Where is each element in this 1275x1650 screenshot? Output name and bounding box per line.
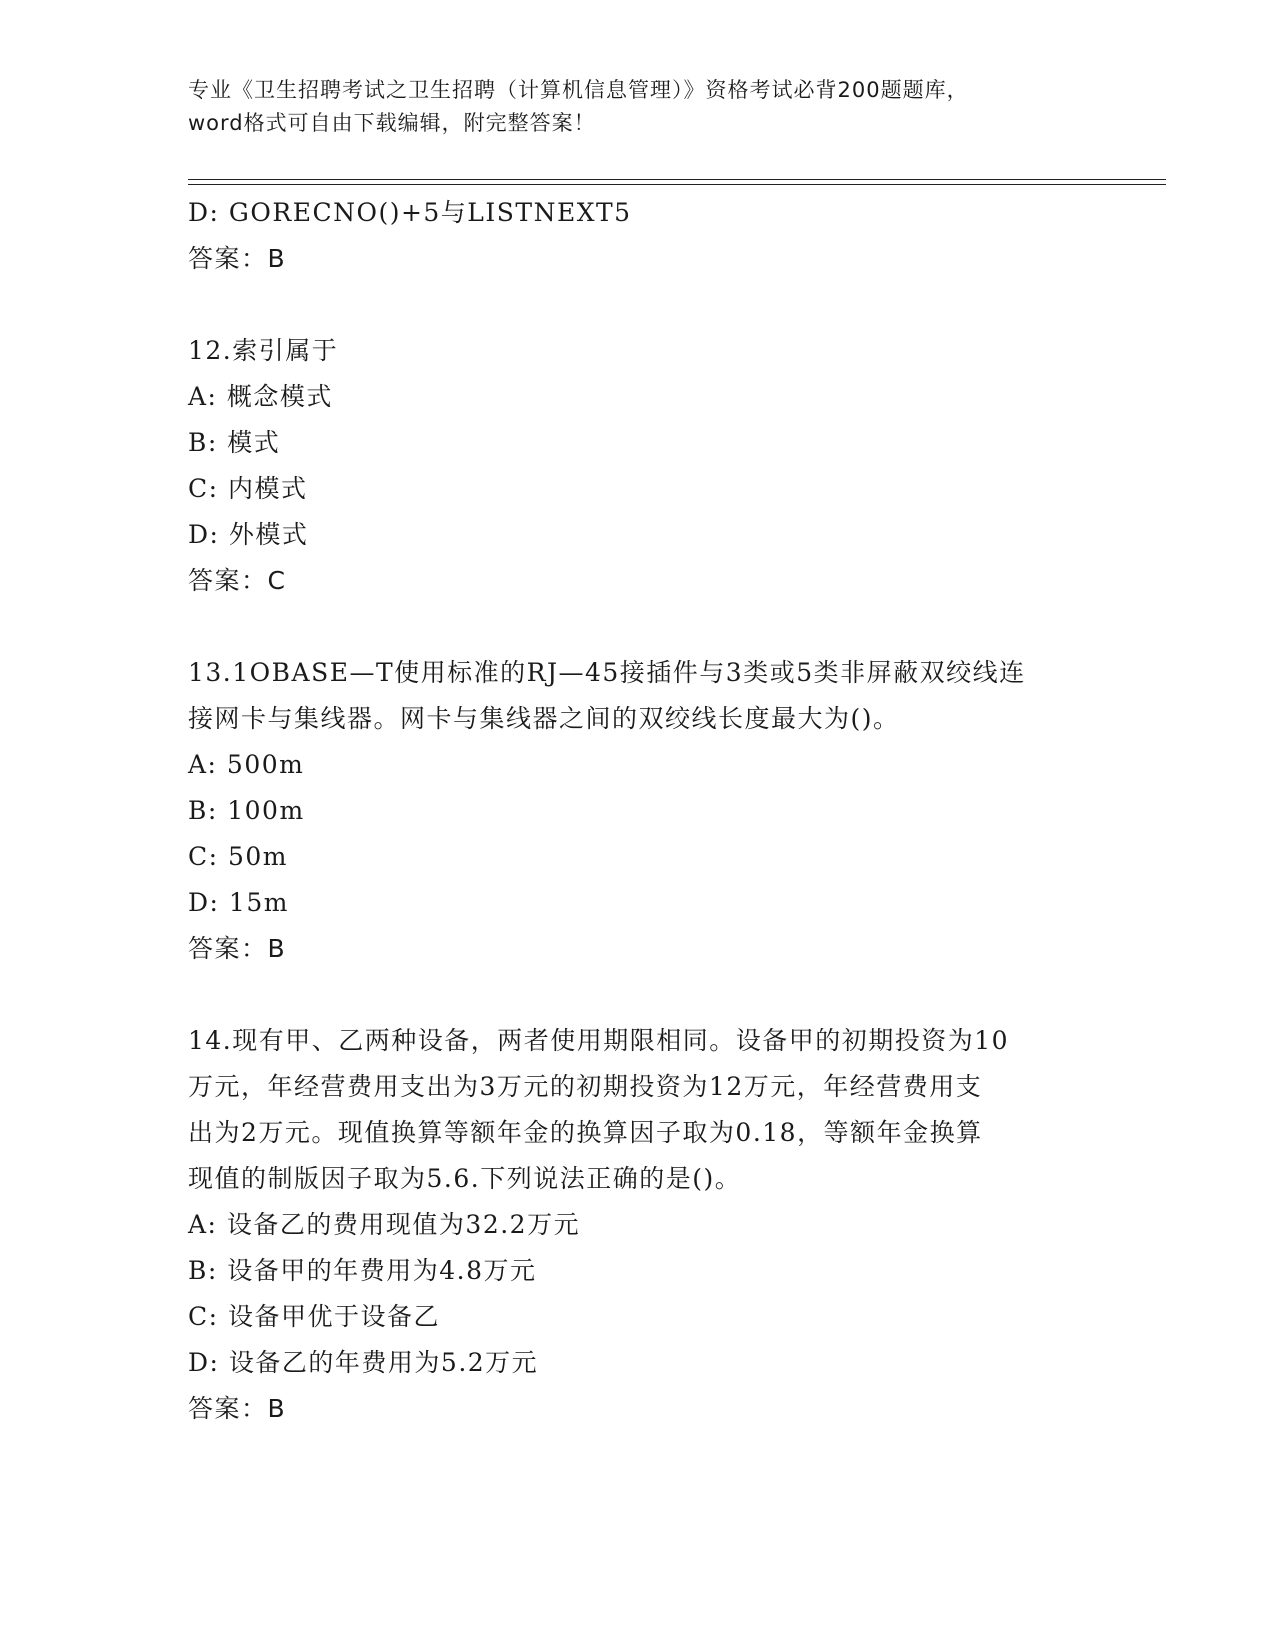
question-stem-line-2: 接网卡与集线器。网卡与集线器之间的双绞线长度最大为()。 bbox=[188, 704, 900, 733]
option-d: D: GORECNO()+5与LISTNEXT5 bbox=[188, 198, 632, 227]
option-a: A: 设备乙的费用现值为32.2万元 bbox=[188, 1210, 581, 1239]
spacer bbox=[188, 972, 1088, 1018]
header-divider-bottom bbox=[188, 184, 1166, 185]
option-c: C: 50m bbox=[188, 842, 289, 871]
question-13 bbox=[188, 650, 1088, 972]
question-list bbox=[188, 190, 1088, 1432]
option-b: B: 模式 bbox=[188, 428, 281, 457]
question-stem-line-2: 万元，年经营费用支出为3万元的初期投资为12万元，年经营费用支 bbox=[188, 1072, 983, 1101]
spacer bbox=[188, 604, 1088, 650]
question-11 bbox=[188, 190, 1088, 282]
question-12 bbox=[188, 328, 1088, 604]
question-stem-line-1: 13.1OBASE—T使用标准的RJ—45接插件与3类或5类非屏蔽双绞线连 bbox=[188, 658, 1026, 687]
option-d: D: 外模式 bbox=[188, 520, 309, 549]
question-stem-line-3: 出为2万元。现值换算等额年金的换算因子取为0.18，等额年金换算 bbox=[188, 1118, 983, 1147]
answer: 答案：B bbox=[188, 1394, 287, 1423]
question-stem-line-1: 14.现有甲、乙两种设备，两者使用期限相同。设备甲的初期投资为10 bbox=[188, 1026, 1010, 1055]
question-stem: 12.索引属于 bbox=[188, 336, 339, 365]
header-title-line-1: 专业《卫生招聘考试之卫生招聘（计算机信息管理）》资格考试必背200题题库， bbox=[188, 78, 969, 102]
option-a: A: 概念模式 bbox=[188, 382, 333, 411]
answer: 答案：B bbox=[188, 934, 287, 963]
option-a: A: 500m bbox=[188, 750, 305, 779]
answer: 答案：C bbox=[188, 566, 287, 595]
header-title-line-2: word格式可自由下载编辑，附完整答案！ bbox=[188, 111, 596, 135]
option-c: C: 内模式 bbox=[188, 474, 308, 503]
answer: 答案：B bbox=[188, 244, 287, 273]
option-b: B: 设备甲的年费用为4.8万元 bbox=[188, 1256, 537, 1285]
option-b: B: 100m bbox=[188, 796, 305, 825]
option-d: D: 设备乙的年费用为5.2万元 bbox=[188, 1348, 539, 1377]
question-14 bbox=[188, 1018, 1088, 1432]
spacer bbox=[188, 282, 1088, 328]
header-divider-top bbox=[188, 179, 1166, 180]
document-header bbox=[188, 74, 1088, 140]
question-stem-line-4: 现值的制版因子取为5.6.下列说法正确的是()。 bbox=[188, 1164, 742, 1193]
option-d: D: 15m bbox=[188, 888, 289, 917]
option-c: C: 设备甲优于设备乙 bbox=[188, 1302, 440, 1331]
